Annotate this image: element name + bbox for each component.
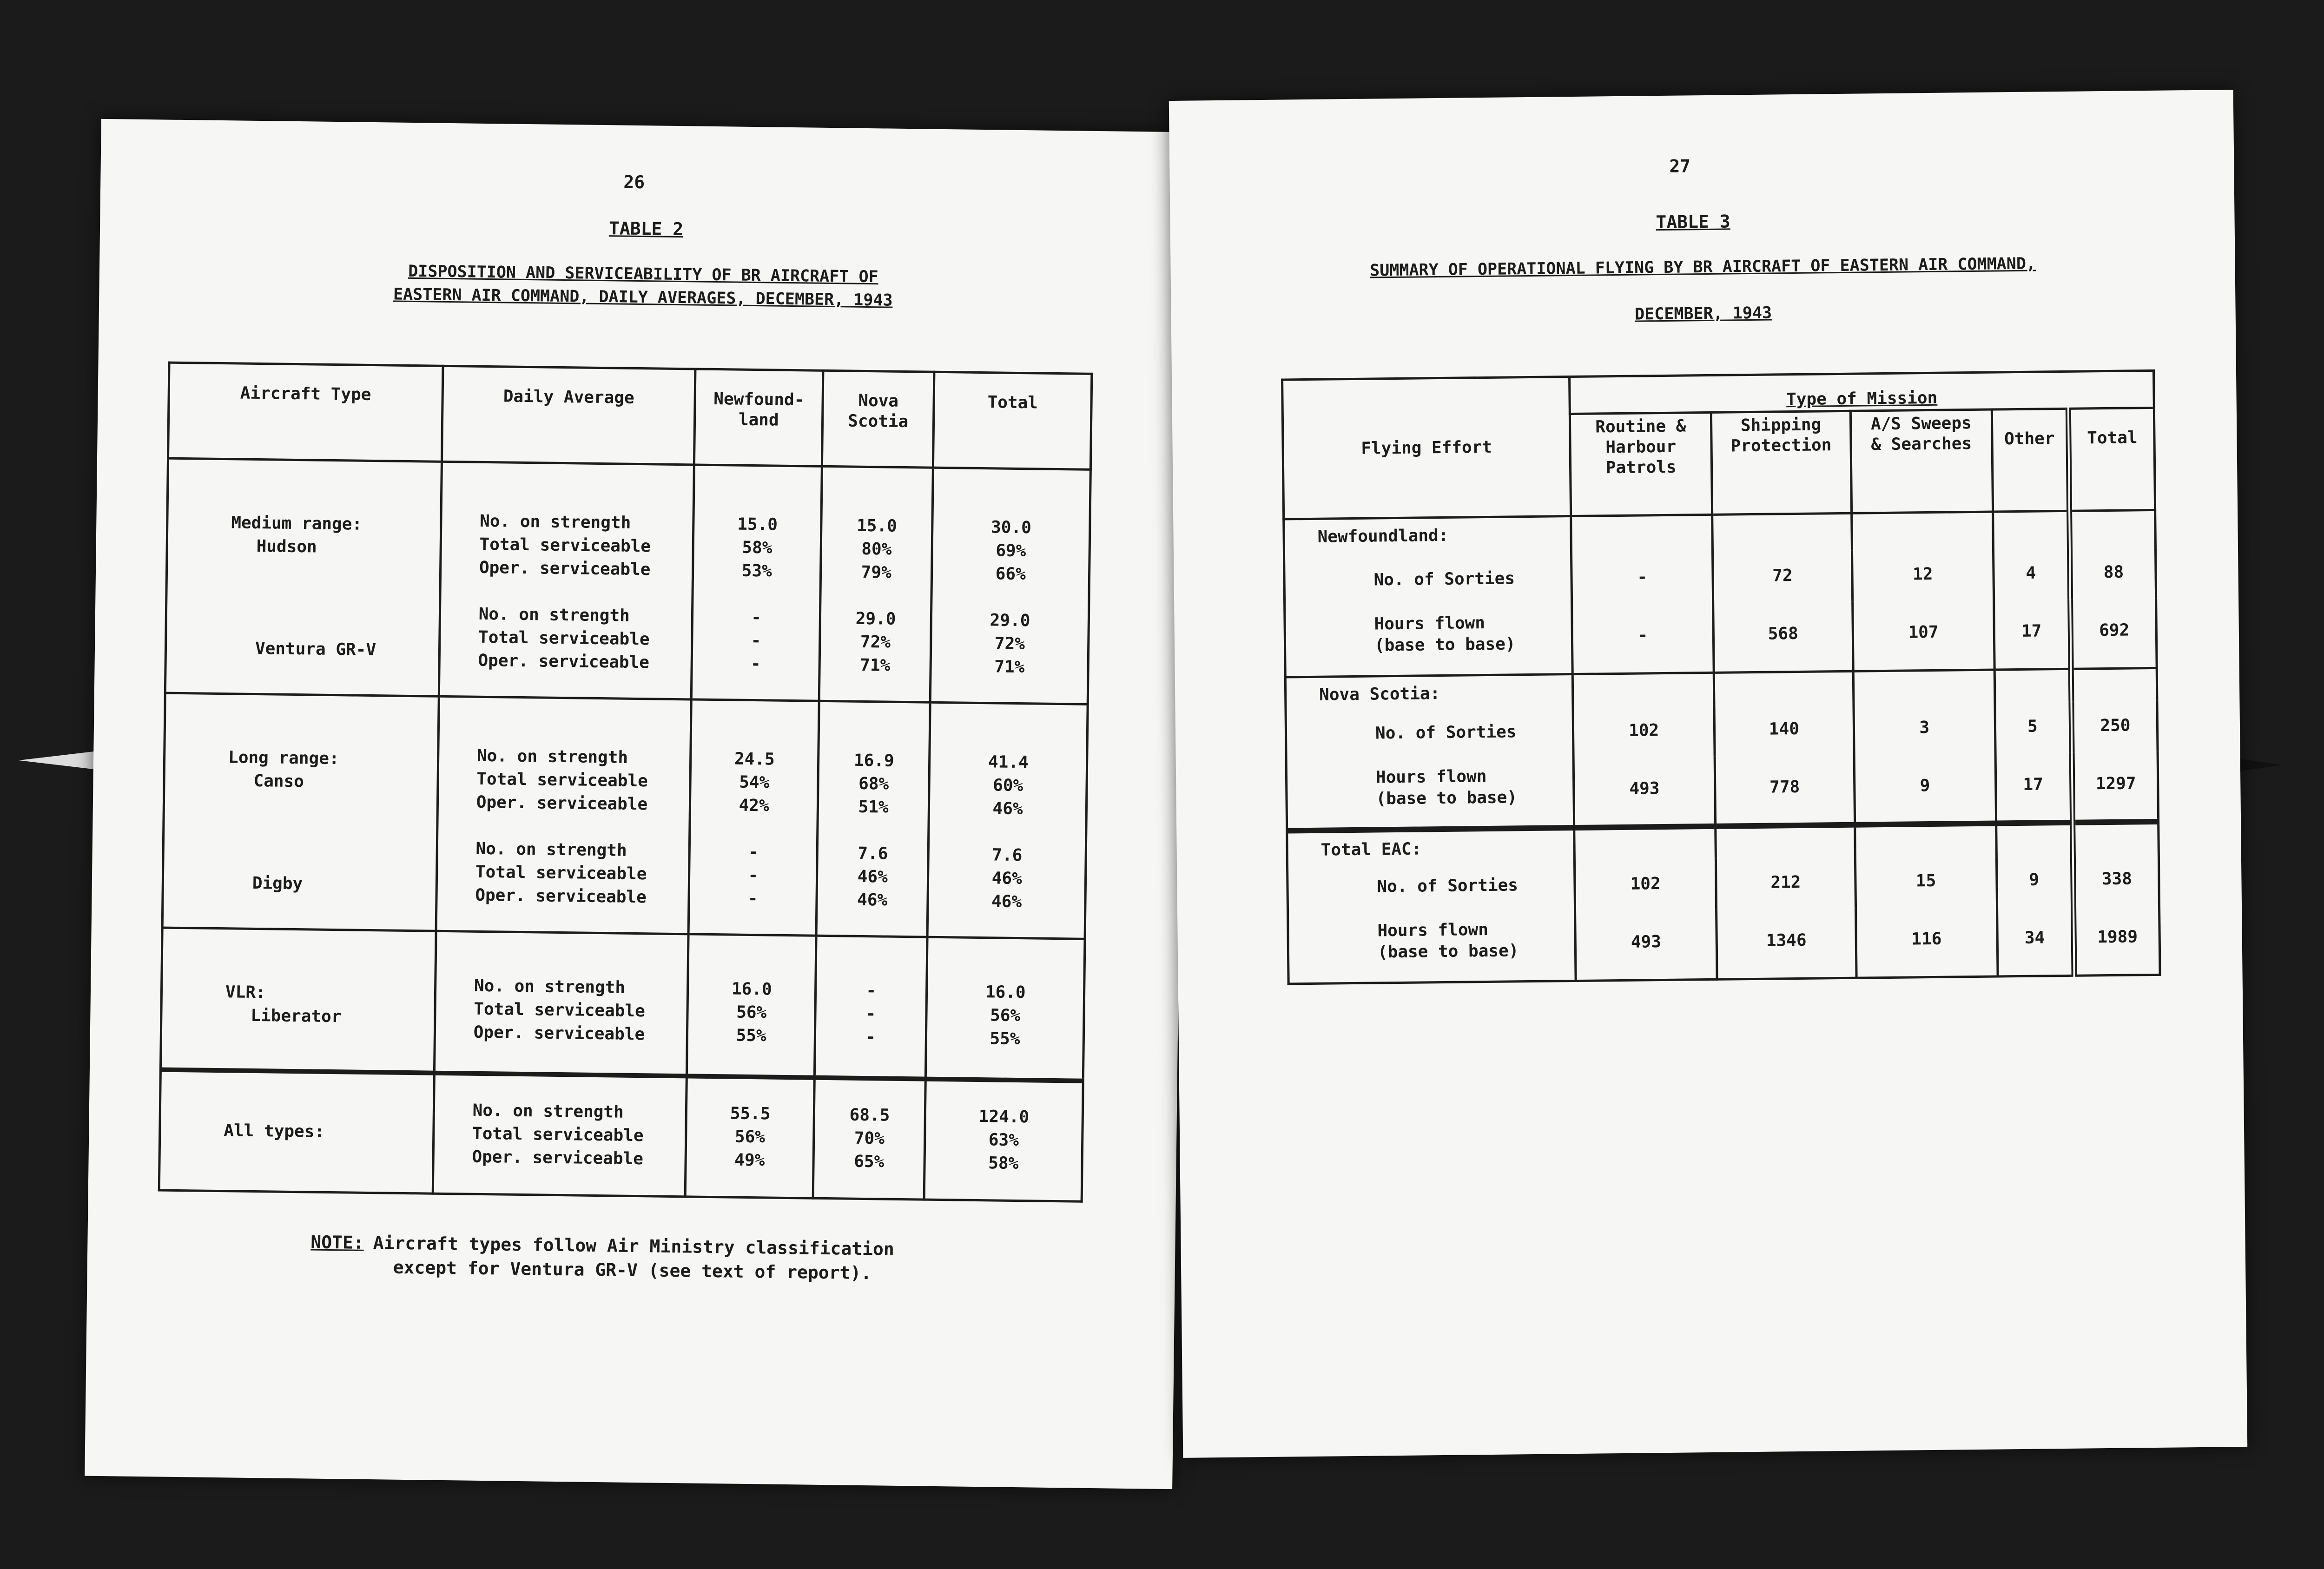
page-number: 27 <box>1669 156 1691 177</box>
left-page <box>85 119 1188 1489</box>
table-group-vlr <box>160 928 1085 1081</box>
note-label: NOTE: <box>310 1232 364 1253</box>
total-values: 16.0 56% 55% <box>985 982 1026 1049</box>
total-values: 29.0 72% 71% <box>990 611 1030 677</box>
section-title: Nova Scotia: <box>1285 674 1573 710</box>
cell-sweeps: 3 <box>1854 702 1995 755</box>
col-header-other: Other <box>1992 409 2069 512</box>
row-labels: No. on strength Total serviceable Oper. serviceable <box>478 604 650 672</box>
row-labels: No. on strength Total serviceable Oper. serviceable <box>476 746 648 814</box>
table-row <box>1286 752 2158 831</box>
cell-other: 17 <box>1994 599 2071 670</box>
cell-other: 5 <box>1995 701 2072 753</box>
table-title: TABLE 2 <box>608 218 684 240</box>
col-header-shipping-protection: Shipping Protection <box>1711 411 1852 514</box>
nova-scotia-values: 68.5 70% 65% <box>849 1105 890 1172</box>
cell-total: 1297 <box>2072 752 2158 822</box>
cell-other: 4 <box>1993 548 2070 600</box>
table-group-medium-range <box>165 458 1090 704</box>
cell-sweeps: 15 <box>1855 856 1997 908</box>
cell-routine: 493 <box>1575 910 1717 981</box>
note-line-1: Aircraft types follow Air Ministry classification <box>373 1233 895 1259</box>
row-label: Hours flown (base to base) <box>1285 605 1573 677</box>
group-label: Long range: <box>228 748 339 769</box>
cell-sweeps: 12 <box>1852 549 1994 601</box>
row-labels: No. on strength Total serviceable Oper. serviceable <box>473 976 646 1044</box>
page-number: 26 <box>623 171 645 193</box>
col-header-routine-harbour-patrols: Routine & Harbour Patrols <box>1570 412 1712 516</box>
row-label: No. of Sorties <box>1286 707 1573 761</box>
table-row <box>1286 700 2158 761</box>
table-header-row <box>168 363 1092 469</box>
right-page <box>1169 90 2247 1458</box>
cell-routine: 102 <box>1573 705 1715 758</box>
table-row <box>1288 905 2160 984</box>
nova-scotia-values: 16.9 68% 51% <box>853 751 894 817</box>
newfoundland-values: - - - <box>747 842 759 909</box>
newfoundland-values: 24.5 54% 42% <box>734 749 775 816</box>
table-row <box>1285 598 2157 677</box>
total-values: 41.4 60% 46% <box>988 752 1029 819</box>
cell-shipping: 72 <box>1713 550 1853 603</box>
cell-other: 34 <box>1997 906 2074 976</box>
cell-total: 250 <box>2071 700 2158 752</box>
aircraft-name: Canso <box>253 771 304 791</box>
total-values: 7.6 46% 46% <box>991 845 1023 912</box>
nova-scotia-values: 15.0 80% 79% <box>856 516 898 582</box>
cell-routine: 493 <box>1573 756 1716 827</box>
col-header-flying-effort: Flying Effort <box>1282 377 1571 519</box>
table-row <box>1287 854 2159 914</box>
col-header-newfoundland: Newfound- land <box>694 369 823 466</box>
total-values: 124.0 63% 58% <box>978 1107 1030 1173</box>
newfoundland-values: 16.0 56% 55% <box>731 979 772 1046</box>
col-header-as-sweeps-searches: A/S Sweeps & Searches <box>1850 409 1993 513</box>
cell-total: 88 <box>2070 547 2156 599</box>
cell-total: 1989 <box>2073 905 2160 976</box>
cell-shipping: 568 <box>1713 601 1853 672</box>
newfoundland-values: 55.5 56% 49% <box>730 1104 771 1170</box>
aircraft-name: Hudson <box>256 536 317 557</box>
table-heading-line-1: DISPOSITION AND SERVICEABILITY OF BR AIRCRAFT OF <box>408 262 878 287</box>
cell-sweeps: 9 <box>1854 753 1996 824</box>
table-group-all-types <box>159 1069 1083 1201</box>
cell-total: 338 <box>2073 854 2159 906</box>
col-header-total: Total <box>933 372 1092 469</box>
cell-routine: - <box>1571 552 1713 604</box>
nova-scotia-values: 7.6 46% 46% <box>857 844 888 910</box>
aircraft-name: Digby <box>252 873 303 894</box>
col-header-type-of-mission: Type of Mission <box>1570 370 2154 414</box>
nova-scotia-values: 29.0 72% 71% <box>855 609 896 675</box>
cell-routine: 102 <box>1575 858 1717 911</box>
table-row <box>1284 547 2156 607</box>
group-label: All types: <box>224 1121 325 1141</box>
table-2 <box>158 362 1093 1203</box>
row-label: No. of Sorties <box>1287 860 1575 914</box>
row-label: No. of Sorties <box>1284 554 1572 607</box>
cell-shipping: 140 <box>1714 704 1854 756</box>
table-group-long-range <box>162 693 1088 939</box>
table-note <box>310 1230 894 1286</box>
cell-sweeps: 116 <box>1855 907 1998 978</box>
row-label: Hours flown (base to base) <box>1288 911 1576 984</box>
cell-routine: - <box>1572 603 1714 674</box>
cell-shipping: 212 <box>1716 857 1856 910</box>
table-heading-line-2: EASTERN AIR COMMAND, DAILY AVERAGES, DECEMBER, 1943 <box>393 285 893 310</box>
row-labels: No. on strength Total serviceable Oper. serviceable <box>475 839 647 907</box>
newfoundland-values: 15.0 58% 53% <box>737 514 778 581</box>
cell-shipping: 778 <box>1715 755 1855 826</box>
col-header-aircraft-type: Aircraft Type <box>168 363 443 461</box>
col-header-nova-scotia: Nova Scotia <box>822 370 934 468</box>
group-label: Medium range: <box>231 513 363 534</box>
note-line-2: except for Ventura GR-V (see text of report). <box>393 1257 872 1284</box>
table-3 <box>1281 369 2161 985</box>
aircraft-name: Ventura GR-V <box>255 639 376 660</box>
row-labels: No. on strength Total serviceable Oper. serviceable <box>479 511 651 580</box>
group-label: VLR: <box>225 982 266 1002</box>
cell-total: 692 <box>2070 598 2157 669</box>
cell-shipping: 1346 <box>1717 908 1856 979</box>
section-title: Newfoundland: <box>1284 516 1571 556</box>
table-heading-line-2: DECEMBER, 1943 <box>1634 303 1772 324</box>
total-values: 30.0 69% 66% <box>990 518 1032 584</box>
col-header-total: Total <box>2068 408 2155 511</box>
col-header-daily-average: Daily Average <box>442 366 695 465</box>
cell-other: 17 <box>1995 752 2073 823</box>
cell-sweeps: 107 <box>1852 600 1994 671</box>
table-heading-line-1: SUMMARY OF OPERATIONAL FLYING BY BR AIRCRAFT OF EASTERN AIR COMMAND, <box>1369 254 2036 280</box>
newfoundland-values: - - - <box>750 607 762 674</box>
row-label: Hours flown (base to base) <box>1286 758 1574 831</box>
table-title: TABLE 3 <box>1656 211 1730 233</box>
aircraft-name: Liberator <box>251 1006 342 1027</box>
nova-scotia-values: - - - <box>865 981 877 1047</box>
cell-other: 9 <box>1996 855 2073 907</box>
section-title: Total EAC: <box>1287 828 1575 863</box>
row-labels: No. on strength Total serviceable Oper. serviceable <box>472 1101 644 1168</box>
